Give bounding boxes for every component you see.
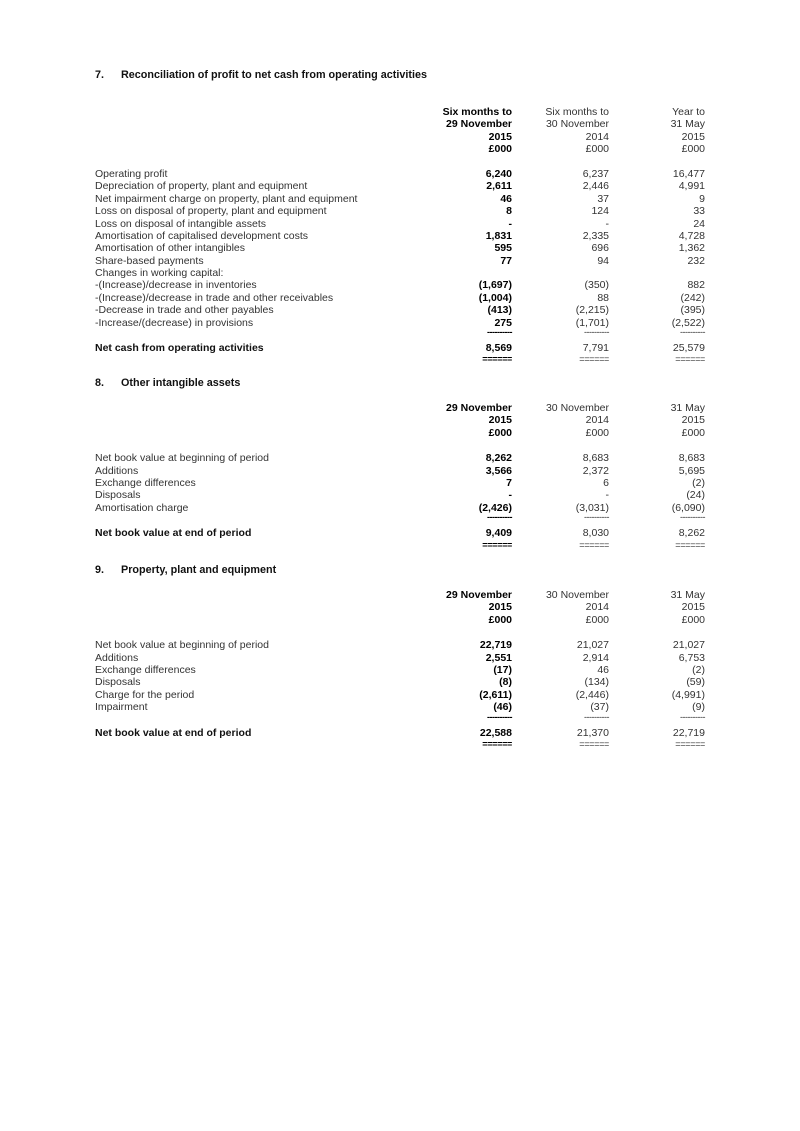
- table-row: [95, 639, 707, 651]
- double-rule: ======: [675, 539, 705, 550]
- row-value-col-3: 6,753: [678, 651, 705, 664]
- row-label: Amortisation of other intangibles: [95, 242, 245, 255]
- total-double-rule: [95, 354, 707, 366]
- column-header-3: £000: [681, 613, 705, 626]
- row-label: Amortisation charge: [95, 501, 189, 514]
- row-value-col-1: (17): [493, 663, 512, 676]
- row-value-col-3: 882: [687, 279, 705, 292]
- column-header-1: 2015: [488, 414, 512, 427]
- table-row: [95, 168, 707, 180]
- column-header-1: 2015: [488, 601, 512, 614]
- section-title: [95, 69, 707, 81]
- row-value-col-1: 2,551: [485, 651, 512, 664]
- column-header-2: £000: [585, 426, 609, 439]
- table-row: [95, 180, 707, 192]
- dash-rule: ----------: [680, 327, 705, 338]
- dash-rule: ----------: [680, 711, 705, 722]
- table-row: [95, 279, 707, 291]
- section-title: [95, 564, 707, 576]
- table-body: [95, 639, 707, 751]
- total-row: [95, 527, 707, 539]
- total-row: [95, 727, 707, 739]
- table-row: [95, 267, 707, 279]
- row-label: Disposals: [95, 676, 141, 689]
- table-body: [95, 452, 707, 552]
- row-label: Amortisation of capitalised development costs: [95, 229, 309, 242]
- column-header-3: Year to: [672, 105, 705, 118]
- row-value-col-2: 94: [597, 254, 609, 267]
- subtotal-divider: [95, 711, 707, 727]
- row-label: -Decrease in trade and other payables: [95, 304, 274, 317]
- row-value-col-3: (2,522): [671, 316, 705, 329]
- table-row: [95, 689, 707, 701]
- row-label: Exchange differences: [95, 476, 196, 489]
- row-value-col-2: 88: [597, 291, 609, 304]
- table-row: [95, 255, 707, 267]
- row-value-col-3: 9: [699, 192, 705, 205]
- row-value-col-3: (4,991): [671, 688, 705, 701]
- header-line: [95, 589, 707, 601]
- header-line: [95, 131, 707, 143]
- column-header-2: Six months to: [545, 105, 609, 118]
- total-row: [95, 342, 707, 354]
- row-value-col-3: 4,728: [678, 229, 705, 242]
- table-body: [95, 168, 707, 367]
- table-row: [95, 477, 707, 489]
- row-value-col-2: 2,335: [582, 229, 609, 242]
- total-label: Net book value at end of period: [95, 527, 252, 540]
- row-value-col-3: 21,027: [672, 639, 705, 652]
- column-header-1: £000: [488, 426, 512, 439]
- row-label: Loss on disposal of intangible assets: [95, 217, 267, 230]
- column-header-2: 30 November: [545, 401, 609, 414]
- double-rule: ======: [675, 738, 705, 749]
- row-value-col-3: (395): [680, 304, 705, 317]
- row-value-col-3: (6,090): [671, 501, 705, 514]
- row-value-col-2: 2,446: [582, 180, 609, 193]
- column-header-3: 2015: [681, 601, 705, 614]
- table-row: [95, 292, 707, 304]
- total-value-col-3: 22,719: [672, 726, 705, 739]
- column-header-3: 2015: [681, 414, 705, 427]
- header-line: [95, 143, 707, 155]
- row-value-col-3: 16,477: [672, 167, 705, 180]
- column-header-3: 31 May: [670, 401, 705, 414]
- table-row: [95, 701, 707, 713]
- row-value-col-1: 8,262: [485, 452, 512, 465]
- row-value-col-3: 1,362: [678, 242, 705, 255]
- column-header-3: 2015: [681, 130, 705, 143]
- dash-rule: ----------: [584, 327, 609, 338]
- double-rule: ======: [675, 354, 705, 365]
- row-value-col-2: (2,215): [575, 304, 609, 317]
- row-value-col-1: 8: [506, 205, 512, 218]
- note-8-other-intangible-assets: [95, 377, 707, 552]
- row-value-col-2: 8,683: [582, 452, 609, 465]
- row-value-col-3: 8,683: [678, 452, 705, 465]
- dash-rule: ----------: [487, 711, 512, 722]
- dash-rule: ----------: [487, 327, 512, 338]
- double-rule: ======: [579, 354, 609, 365]
- total-label: Net cash from operating activities: [95, 342, 264, 355]
- row-label: Loss on disposal of property, plant and equipment: [95, 205, 327, 218]
- row-value-col-3: (2): [692, 476, 705, 489]
- column-header-2: 2014: [585, 130, 609, 143]
- table-row: [95, 465, 707, 477]
- row-value-col-2: (2,446): [575, 688, 609, 701]
- header-line: [95, 427, 707, 439]
- table-row: [95, 304, 707, 316]
- section-title-text: Property, plant and equipment: [121, 564, 277, 576]
- row-value-col-2: (350): [584, 279, 609, 292]
- row-value-col-1: (46): [493, 701, 512, 714]
- table-row: [95, 218, 707, 230]
- double-rule: ======: [579, 539, 609, 550]
- row-label: -(Increase)/decrease in trade and other receivables: [95, 291, 334, 304]
- header-line: [95, 414, 707, 426]
- header-line: [95, 118, 707, 130]
- table-row: [95, 676, 707, 688]
- column-header-2: 30 November: [545, 588, 609, 601]
- row-value-col-1: 1,831: [485, 229, 512, 242]
- column-header-1: 29 November: [446, 118, 512, 131]
- row-label: Net impairment charge on property, plant and equipment: [95, 192, 358, 205]
- table-row: [95, 502, 707, 514]
- row-label: -Increase/(decrease) in provisions: [95, 316, 254, 329]
- column-headers: [95, 106, 707, 156]
- total-value-col-3: 8,262: [678, 527, 705, 540]
- row-value-col-1: -: [508, 217, 512, 230]
- row-value-col-1: 6,240: [485, 167, 512, 180]
- column-header-2: £000: [585, 143, 609, 156]
- row-value-col-1: 7: [506, 476, 512, 489]
- row-value-col-1: (8): [499, 676, 512, 689]
- column-header-3: 31 May: [670, 588, 705, 601]
- row-value-col-1: 275: [494, 316, 512, 329]
- row-value-col-2: (37): [590, 701, 609, 714]
- row-value-col-2: (134): [584, 676, 609, 689]
- table-row: [95, 452, 707, 464]
- subtotal-divider: [95, 514, 707, 527]
- note-7-reconciliation: [95, 69, 707, 367]
- dash-rule: ----------: [584, 512, 609, 523]
- row-label: Depreciation of property, plant and equipment: [95, 180, 308, 193]
- row-label: Net book value at beginning of period: [95, 639, 269, 652]
- section-number: 7.: [95, 69, 105, 81]
- row-value-col-2: 6: [603, 476, 609, 489]
- row-value-col-1: (2,426): [478, 501, 512, 514]
- column-header-1: Six months to: [442, 105, 512, 118]
- dash-rule: ----------: [680, 512, 705, 523]
- header-line: [95, 601, 707, 613]
- column-header-1: 29 November: [446, 588, 512, 601]
- row-value-col-1: (2,611): [479, 688, 512, 701]
- double-rule: ======: [579, 738, 609, 749]
- row-value-col-3: 5,695: [678, 464, 705, 477]
- row-value-col-1: (413): [487, 304, 512, 317]
- column-header-1: £000: [488, 143, 512, 156]
- column-header-3: 31 May: [670, 118, 705, 131]
- total-value-col-1: 8,569: [485, 342, 512, 355]
- row-value-col-2: 6,237: [582, 167, 609, 180]
- subtotal-divider: [95, 329, 707, 342]
- row-value-col-2: -: [605, 489, 609, 502]
- row-value-col-1: 46: [500, 192, 512, 205]
- table-row: [95, 317, 707, 329]
- row-value-col-2: 124: [591, 205, 609, 218]
- total-label: Net book value at end of period: [95, 726, 252, 739]
- row-value-col-3: 24: [693, 217, 705, 230]
- row-value-col-3: (9): [692, 701, 705, 714]
- row-label: Operating profit: [95, 167, 168, 180]
- column-header-2: 2014: [585, 414, 609, 427]
- row-value-col-2: 37: [597, 192, 609, 205]
- row-value-col-1: 595: [494, 242, 512, 255]
- row-value-col-1: 77: [500, 254, 512, 267]
- row-value-col-1: 3,566: [485, 464, 512, 477]
- section-title-text: Other intangible assets: [121, 377, 241, 389]
- total-value-col-2: 21,370: [576, 726, 609, 739]
- row-value-col-3: (24): [686, 489, 705, 502]
- column-header-3: £000: [681, 426, 705, 439]
- header-line: [95, 106, 707, 118]
- dash-rule: ----------: [487, 512, 512, 523]
- row-value-col-2: (1,701): [575, 316, 609, 329]
- row-value-col-3: 4,991: [678, 180, 705, 193]
- double-rule: ======: [482, 738, 512, 749]
- header-line: [95, 614, 707, 626]
- row-label: Impairment: [95, 701, 148, 714]
- total-value-col-2: 7,791: [582, 342, 609, 355]
- row-value-col-2: 2,372: [582, 464, 609, 477]
- row-value-col-1: 22,719: [479, 639, 512, 652]
- row-value-col-1: -: [508, 489, 512, 502]
- row-value-col-2: -: [605, 217, 609, 230]
- table-row: [95, 489, 707, 501]
- row-label: Charge for the period: [95, 688, 195, 701]
- total-double-rule: [95, 540, 707, 552]
- column-header-1: 29 November: [446, 401, 512, 414]
- table-row: [95, 652, 707, 664]
- row-value-col-3: 232: [687, 254, 705, 267]
- header-line: [95, 402, 707, 414]
- section-number: 9.: [95, 564, 105, 576]
- total-value-col-1: 9,409: [485, 527, 512, 540]
- row-value-col-3: (2): [692, 663, 705, 676]
- column-header-2: £000: [585, 613, 609, 626]
- section-title: [95, 377, 707, 389]
- table-row: [95, 230, 707, 242]
- total-value-col-2: 8,030: [582, 527, 609, 540]
- row-value-col-3: (59): [686, 676, 705, 689]
- row-value-col-2: 21,027: [576, 639, 609, 652]
- dash-rule: ----------: [584, 711, 609, 722]
- column-header-1: 2015: [488, 130, 512, 143]
- table-row: [95, 664, 707, 676]
- row-label: Additions: [95, 651, 139, 664]
- row-label: Net book value at beginning of period: [95, 452, 269, 465]
- total-value-col-3: 25,579: [672, 342, 705, 355]
- column-headers: [95, 589, 707, 626]
- column-header-2: 30 November: [545, 118, 609, 131]
- row-value-col-1: 2,611: [486, 180, 512, 193]
- column-header-2: 2014: [585, 601, 609, 614]
- table-row: [95, 205, 707, 217]
- table-row: [95, 242, 707, 254]
- table-row: [95, 193, 707, 205]
- double-rule: ======: [482, 539, 512, 550]
- row-label: Exchange differences: [95, 663, 196, 676]
- total-double-rule: [95, 739, 707, 751]
- row-label: Additions: [95, 464, 139, 477]
- row-value-col-2: 696: [591, 242, 609, 255]
- column-headers: [95, 402, 707, 439]
- double-rule: ======: [482, 354, 512, 365]
- row-value-col-1: (1,004): [478, 291, 512, 304]
- row-value-col-2: 46: [597, 663, 609, 676]
- row-label: -(Increase)/decrease in inventories: [95, 279, 257, 292]
- row-label: Share-based payments: [95, 254, 204, 267]
- row-value-col-3: (242): [680, 291, 705, 304]
- row-value-col-1: (1,697): [478, 279, 512, 292]
- row-value-col-2: (3,031): [575, 501, 609, 514]
- row-value-col-2: 2,914: [582, 651, 609, 664]
- note-9-property-plant-equipment: [95, 564, 707, 751]
- column-header-1: £000: [488, 613, 512, 626]
- row-value-col-3: 33: [693, 205, 705, 218]
- section-title-text: Reconciliation of profit to net cash from operating activities: [121, 69, 427, 81]
- column-header-3: £000: [681, 143, 705, 156]
- row-label: Disposals: [95, 489, 141, 502]
- total-value-col-1: 22,588: [479, 726, 512, 739]
- section-number: 8.: [95, 377, 105, 389]
- row-label: Changes in working capital:: [95, 267, 224, 280]
